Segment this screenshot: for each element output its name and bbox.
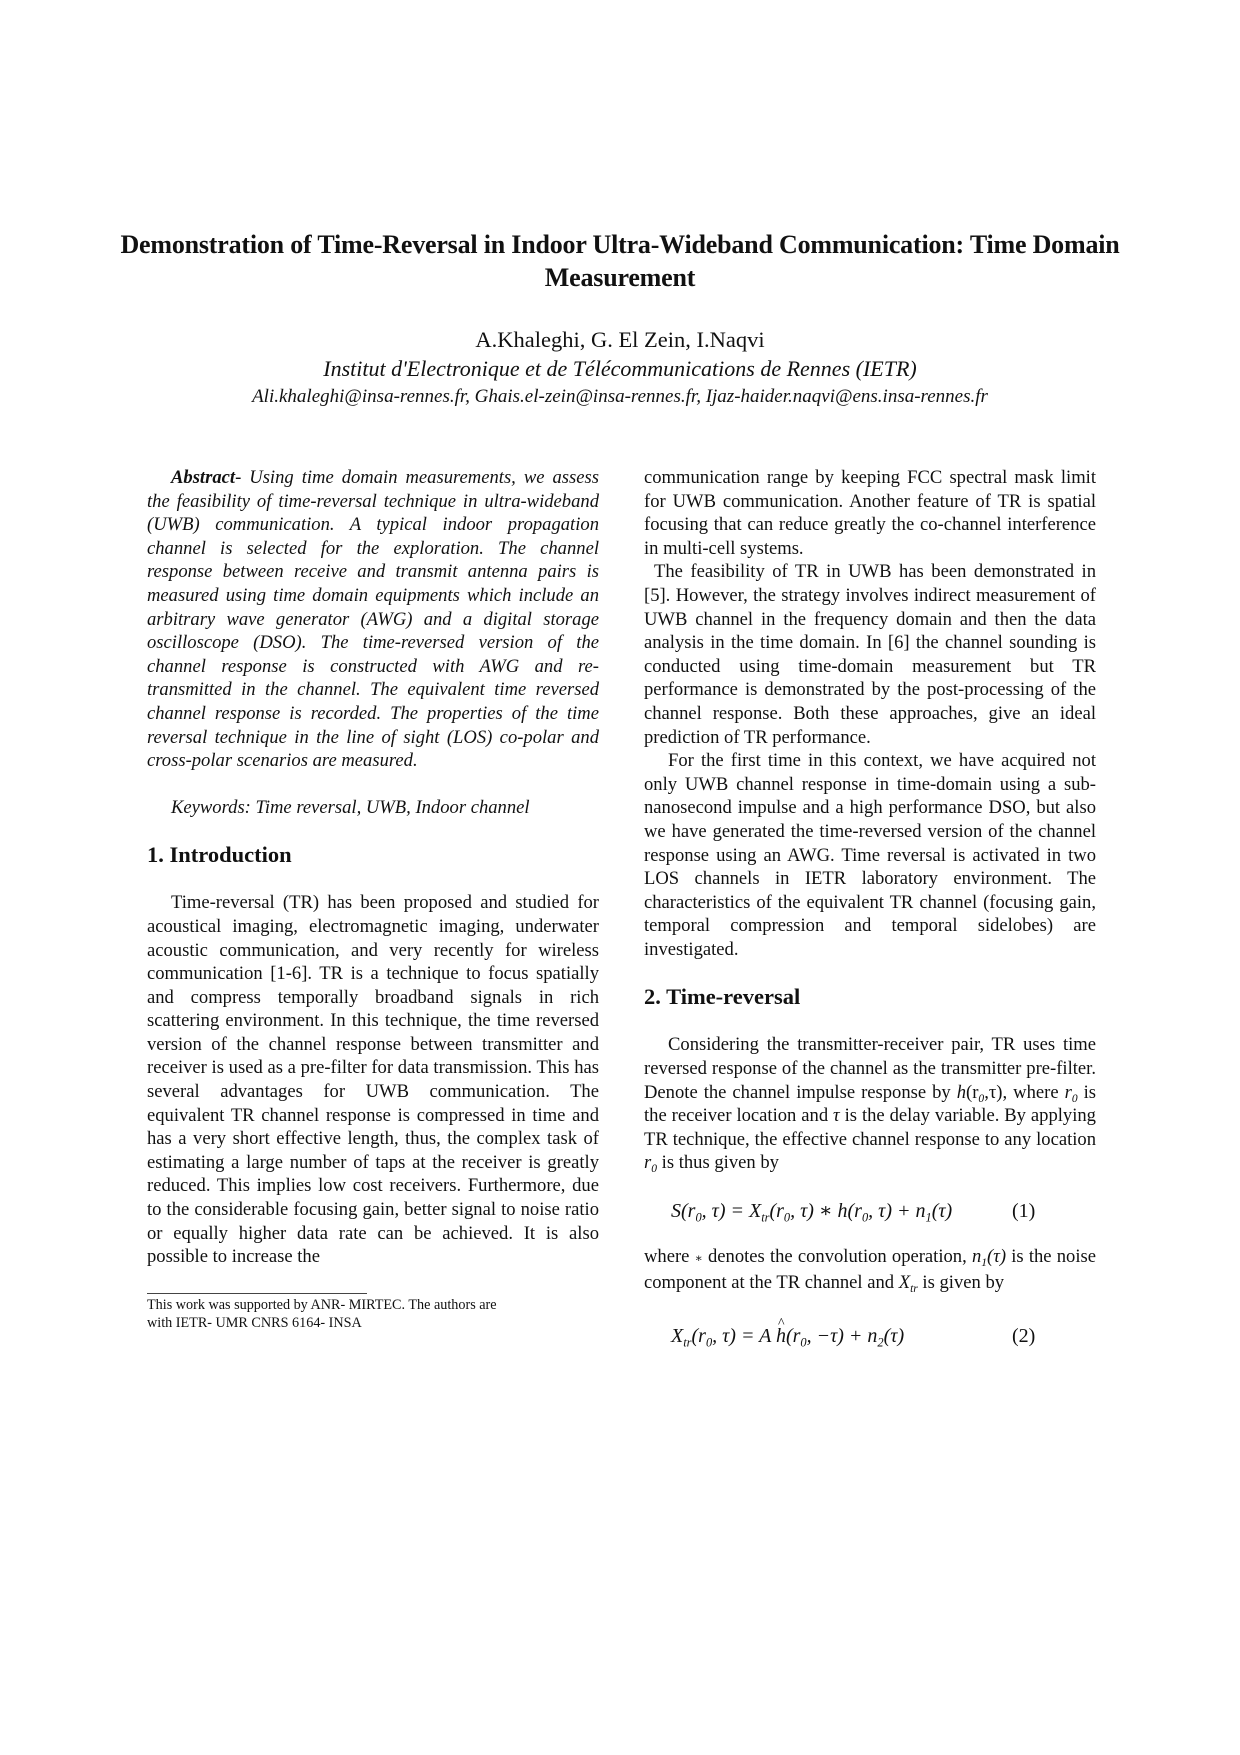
eq-subscript: 0 bbox=[783, 1210, 791, 1225]
symbol-args: (r bbox=[966, 1081, 979, 1103]
text-run: , where bbox=[1002, 1081, 1065, 1103]
author-emails: Ali.khaleghi@insa-rennes.fr, Ghais.el-zein@insa-rennes.fr, Ijaz-haider.naqvi@ens.insa-rennes.fr bbox=[252, 386, 988, 407]
equation-1-number: (1) bbox=[1012, 1200, 1036, 1223]
eq-h-hat: ^ h bbox=[776, 1324, 786, 1348]
text-run: where bbox=[644, 1246, 695, 1268]
footnote-line-1: This work was supported by ANR- MIRTEC. The authors are bbox=[147, 1296, 497, 1313]
symbol-r: r bbox=[644, 1152, 652, 1174]
convolution-symbol: ∗ bbox=[694, 1251, 703, 1266]
abstract-separator: - bbox=[235, 467, 250, 488]
subscript: 0 bbox=[978, 1092, 985, 1105]
paper-title: Demonstration of Time-Reversal in Indoor Ultra-Wideband Communication: Time Domain Measurement bbox=[120, 230, 1120, 292]
subscript: tr bbox=[910, 1282, 918, 1295]
text-run: is given by bbox=[917, 1271, 1005, 1293]
left-column bbox=[147, 466, 599, 1332]
abstract-label: Abstract bbox=[171, 467, 236, 488]
symbol-r: r bbox=[1064, 1081, 1072, 1103]
equation-1-expression bbox=[671, 1199, 952, 1223]
intro-paragraph-1-continued: communication range by keeping FCC spectral mask limit for UWB communication. Another feature of TR is spatial focusing that can reduce greatly the co-channel interference in multi-cell systems. bbox=[644, 467, 1096, 559]
eq-subscript: 1 bbox=[925, 1210, 932, 1225]
footnote-line-2: with IETR- UMR CNRS 6164- INSA bbox=[147, 1314, 362, 1331]
eq-subscript: tr bbox=[683, 1335, 692, 1350]
eq-term: , τ) = A bbox=[712, 1325, 776, 1348]
text-run: Considering the transmitter-receiver pair, TR uses time reversed response of the channel as the transmitter pre-filter. Denote the channel impulse response by bbox=[644, 1034, 1096, 1103]
eq-subscript: 0 bbox=[800, 1335, 807, 1350]
symbol-n: n bbox=[971, 1246, 982, 1268]
footnote-divider bbox=[147, 1293, 367, 1294]
abstract-text: Using time domain measurements, we assess the feasibility of time-reversal technique in ultra-wideband (UWB) communication. A typical indoor propagation channel is selected for the exploration. The channel response between receive and transmit antenna pairs is measured using time domain equipments which include an arbitrary wave generator (AWG) and a digital storage oscilloscope (DSO). The time-reversed version of the channel response is constructed with AWG and re-transmitted in the channel. The equivalent time reversed channel response is recorded. The properties of the time reversal technique in the line of sight (LOS) co-polar and cross-polar scenarios are measured. bbox=[147, 467, 599, 772]
eq-subscript: 0 bbox=[705, 1335, 713, 1350]
intro-paragraph-1: Time-reversal (TR) has been proposed and studied for acoustical imaging, electromagnetic imaging, underwater acoustic communication, and very recently for wireless communication [1-6]. TR is a technique to focus spatially and compress temporally broadband signals in rich scattering environment. In this technique, the time reversed version of the channel response between transmitter and receiver is used as a pre-filter for data transmission. This has several advantages for UWB communication. The equivalent TR channel response is compressed in time and has a very short effective length, thus, the complex task of estimating a large number of taps at the receiver is greatly reduced. This implies low cost receivers. Furthermore, due to the considerable focusing gain, better signal to noise ratio or equally higher data rate can be achieved. It is also possible to increase the bbox=[147, 892, 599, 1268]
eq-term: (τ) bbox=[931, 1200, 953, 1223]
equation-2 bbox=[644, 1324, 1096, 1348]
eq-term: , τ) + n bbox=[868, 1200, 926, 1223]
eq-term: X bbox=[671, 1325, 684, 1348]
eq-subscript: 0 bbox=[861, 1210, 869, 1225]
eq-term: (τ) bbox=[883, 1325, 905, 1348]
eq-term: (r bbox=[691, 1325, 706, 1348]
text-run: is the delay variable. By applying TR technique, the effective channel response to any location bbox=[644, 1105, 1096, 1150]
subscript: 1 bbox=[981, 1257, 988, 1270]
eq-term: , τ) = X bbox=[701, 1200, 762, 1223]
symbol-tau: ,τ) bbox=[984, 1081, 1003, 1103]
affiliation: Institut d'Electronique et de Télécommunications de Rennes (IETR) bbox=[323, 356, 917, 381]
eq-subscript: 2 bbox=[877, 1335, 884, 1350]
subscript: 0 bbox=[651, 1163, 658, 1176]
equation-2-number: (2) bbox=[1012, 1325, 1036, 1348]
right-column bbox=[644, 466, 1096, 1348]
symbol-tau: τ bbox=[833, 1105, 840, 1127]
eq-term: S(r bbox=[671, 1200, 696, 1223]
symbol-tau: (τ) bbox=[987, 1246, 1007, 1268]
footnote bbox=[147, 1296, 599, 1332]
section-heading-time-reversal: 2. Time-reversal bbox=[644, 984, 801, 1010]
time-reversal-paragraph-1 bbox=[644, 1033, 1096, 1175]
text-run: is the noise component at the TR channel and bbox=[644, 1246, 1097, 1293]
equation-1 bbox=[644, 1199, 1096, 1223]
author-list: A.Khaleghi, G. El Zein, I.Naqvi bbox=[475, 327, 765, 352]
eq-term: , τ) ∗ h(r bbox=[790, 1200, 862, 1223]
text-run: is the receiver location and bbox=[644, 1081, 1096, 1127]
intro-paragraph-3: For the first time in this context, we have acquired not only UWB channel response in time-domain using a sub-nanosecond impulse and a high performance DSO, but also we have generated the time-reversed version of the channel response using an AWG. Time reversal is activated in two LOS channels in IETR laboratory environment. The characteristics of the equivalent TR channel (focusing gain, temporal compression and temporal sidelobes) are investigated. bbox=[644, 750, 1096, 960]
text-run: is thus given by bbox=[657, 1152, 779, 1174]
symbol-x: X bbox=[898, 1271, 911, 1293]
text-run bbox=[966, 1082, 978, 1103]
eq-subscript: tr bbox=[761, 1210, 770, 1225]
intro-paragraph-2: The feasibility of TR in UWB has been demonstrated in [5]. However, the strategy involves indirect measurement of UWB channel in the frequency domain and then the data analysis in the time domain. In [6] the channel sounding is conducted using time-domain measurement but TR performance is demonstrated by the post-processing of the channel response. Both these approaches, give an ideal prediction of TR performance. bbox=[644, 561, 1096, 748]
section-heading-introduction: 1. Introduction bbox=[147, 842, 292, 868]
eq-term: (r bbox=[769, 1200, 784, 1223]
keywords: Keywords: Time reversal, UWB, Indoor channel bbox=[171, 796, 530, 818]
text-run: denotes the convolution operation, bbox=[702, 1246, 972, 1268]
eq-term: , −τ) + n bbox=[806, 1325, 878, 1348]
equation-2-expression bbox=[671, 1324, 904, 1348]
abstract bbox=[147, 466, 599, 773]
eq-term: (r bbox=[785, 1325, 801, 1348]
symbol-h: h bbox=[956, 1081, 967, 1103]
eq-subscript: 0 bbox=[695, 1210, 702, 1225]
time-reversal-paragraph-2 bbox=[644, 1245, 1096, 1294]
subscript: 0 bbox=[1071, 1092, 1078, 1105]
